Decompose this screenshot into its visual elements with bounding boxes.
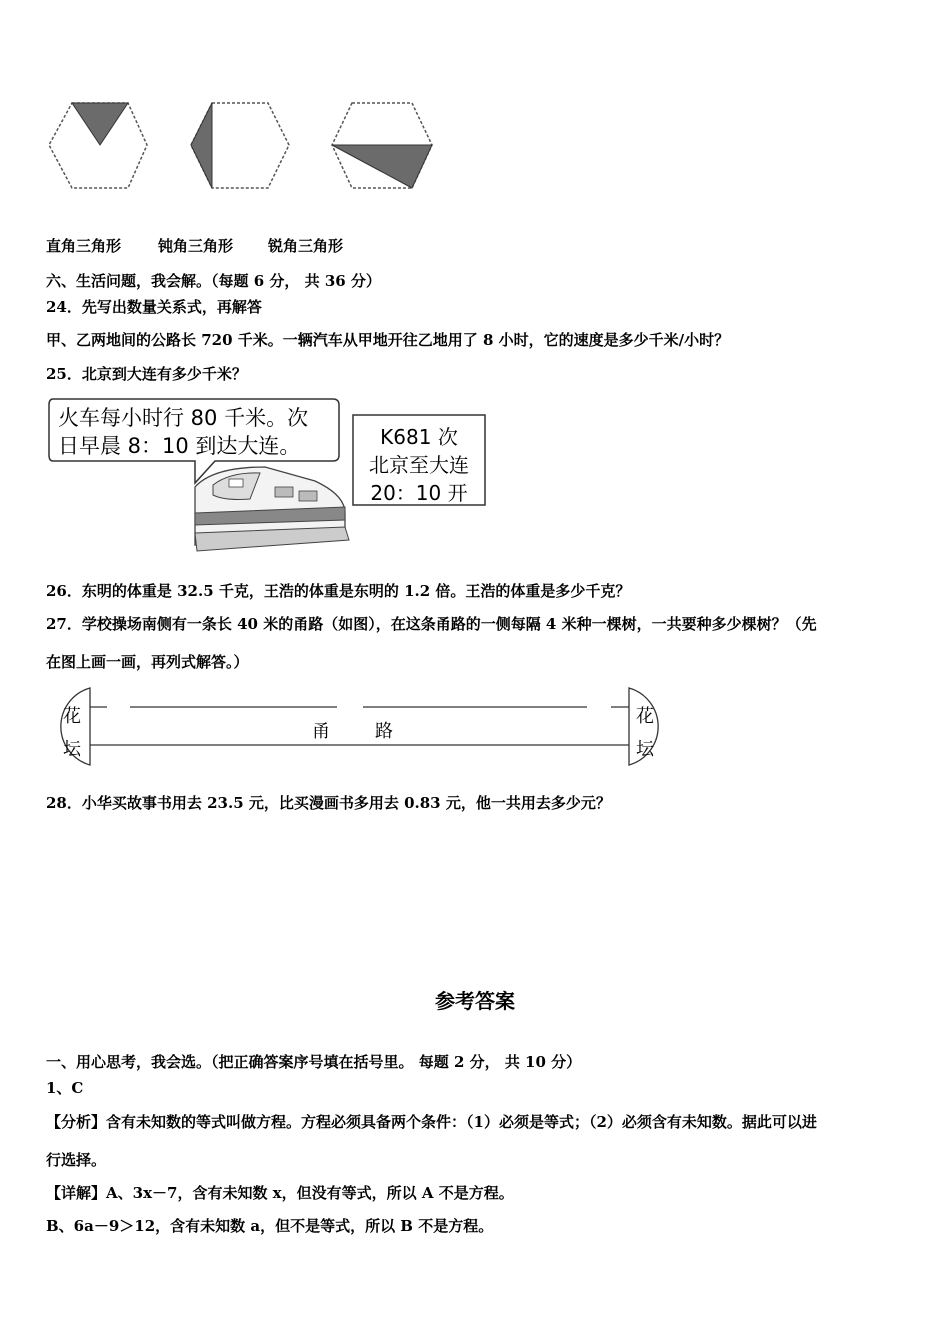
label-right-triangle: 直角三角形 <box>46 237 122 255</box>
hexagon-figures <box>40 95 450 200</box>
box-line-2: 北京至大连 <box>369 453 469 477</box>
q27-line-2: 在图上画一画，再列式解答。） <box>46 653 249 671</box>
q27-line-1: 27．学校操场南侧有一条长 40 米的甬路（如图），在这条甬路的一侧每隔 4 米种一棵树，一共要种多少棵树？（先 <box>46 615 817 633</box>
path-label-1: 甬 <box>312 721 330 742</box>
label-obtuse-triangle: 钝角三角形 <box>158 237 234 255</box>
answers-section1-heading: 一、用心思考，我会选。（把正确答案序号填在括号里。 每题 2 分， 共 10 分） <box>46 1053 582 1071</box>
detail-a: 【详解】A、3x－7，含有未知数 x，但没有等式，所以 A 不是方程。 <box>46 1184 514 1202</box>
box-line-1: K681 次 <box>380 425 458 449</box>
q24-text: 甲、乙两地间的公路长 720 千米。一辆汽车从甲地开往乙地用了 8 小时，它的速度是多少千米/小时？ <box>46 331 730 349</box>
answer-1: 1、C <box>46 1079 84 1097</box>
label-acute-triangle: 锐角三角形 <box>268 237 344 255</box>
bubble-line-2: 日早晨 8：10 到达大连。 <box>58 434 301 458</box>
box-line-3: 20：10 开 <box>370 481 468 505</box>
analysis-line-1: 【分析】含有未知数的等式叫做方程。方程必须具备两个条件：（1）必须是等式；（2）必须含有未知数。据此可以进 <box>46 1113 817 1131</box>
bubble-line-1: 火车每小时行 80 千米。次 <box>58 406 309 430</box>
section6-heading: 六、生活问题，我会解。（每题 6 分， 共 36 分） <box>46 272 381 290</box>
path-diagram <box>45 685 675 775</box>
q28-text: 28．小华买故事书用去 23.5 元，比买漫画书多用去 0.83 元，他一共用去多少元？ <box>46 794 611 812</box>
left-flowerbed-char-2: 坛 <box>63 739 81 760</box>
detail-b: B、6a－9＞12，含有未知数 a，但不是等式，所以 B 不是方程。 <box>46 1217 494 1235</box>
left-flowerbed-char-1: 花 <box>63 706 81 727</box>
path-label-2: 路 <box>375 721 393 742</box>
hexagon-right-triangle <box>49 103 147 188</box>
train-icon <box>195 467 349 551</box>
q25-title: 25．北京到大连有多少千米？ <box>46 365 247 383</box>
right-flowerbed-char-2: 坛 <box>636 739 654 760</box>
analysis-line-2: 行选择。 <box>46 1151 107 1169</box>
q26-text: 26．东明的体重是 32.5 千克，王浩的体重是东明的 1.2 倍。王浩的体重是多少千克？ <box>46 582 631 600</box>
q24-title: 24．先写出数量关系式，再解答 <box>46 298 262 316</box>
answers-title: 参考答案 <box>435 989 515 1013</box>
hexagon-acute-triangle <box>332 103 432 188</box>
hexagon-obtuse-triangle <box>191 103 289 188</box>
right-flowerbed-char-1: 花 <box>636 706 654 727</box>
